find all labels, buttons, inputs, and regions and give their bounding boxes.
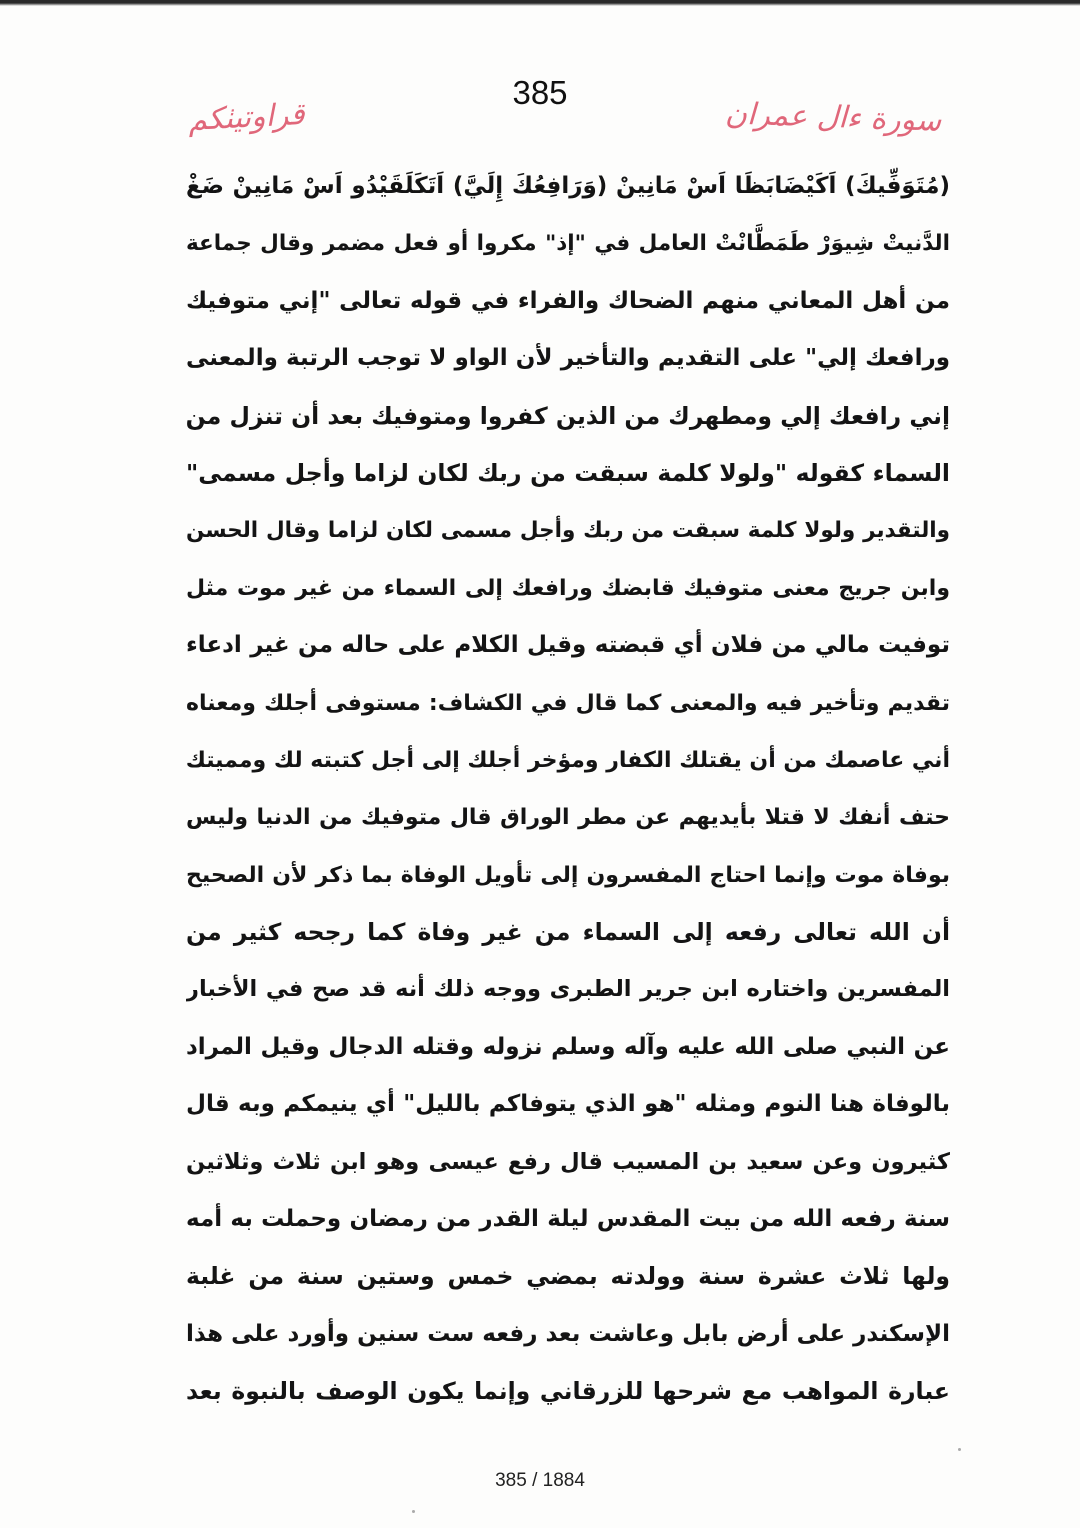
text-line: كثيرون وعن سعيد بن المسيب قال رفع عيسى وهو ابن ثلاث وثلاثين bbox=[186, 1148, 950, 1175]
margin-note-right: سورة ءال عمران bbox=[724, 96, 942, 139]
text-line: سنة رفعه الله من بيت المقدس ليلة القدر من رمضان وحملت به أمه bbox=[186, 1206, 950, 1233]
text-line: ورافعك إلي" على التقديم والتأخير لأن الواو لا توجب الرتبة والمعنى bbox=[186, 345, 950, 372]
page-number: 385 bbox=[512, 74, 568, 111]
text-line: ولها ثلاث عشرة سنة وولدته بمضي خمس وستين سنة من غلبة bbox=[186, 1262, 950, 1291]
page-count: 385 / 1884 bbox=[495, 1470, 585, 1491]
scan-speck bbox=[958, 1448, 961, 1451]
text-line: الدَّنيتْ شِيوَرْ طَمَطَّانْتْ العامل في "إذ" مكروا أو فعل مضمر وقال جماعة bbox=[186, 231, 950, 257]
body-text bbox=[186, 158, 950, 1421]
text-line: عبارة المواهب مع شرحها للزرقاني وإنما يكون الوصف بالنبوة بعد bbox=[186, 1377, 950, 1406]
text-line: والتقدير ولولا كلمة سبقت من ربك وأجل مسمى لكان لزاما وقال الحسن bbox=[186, 518, 950, 544]
scan-speck bbox=[412, 1510, 415, 1513]
text-line: أن الله تعالى رفعه إلى السماء من غير وفاة كما رجحه كثير من bbox=[186, 918, 950, 947]
text-line: (مُتَوَفِّيكَ) اَكَيْضَابَظَا اَسْ مَانِينْ (وَرَافِعُكَ إِلَيَّ) اَتَكَلَقَيْدُو اَسْ مَانِينْ ضَغْ bbox=[186, 173, 950, 199]
text-line: حتف أنفك لا قتلا بأيديهم عن مطر الوراق قال متوفيك من الدنيا وليس bbox=[186, 805, 950, 831]
text-line: المفسرين واختاره ابن جرير الطبرى ووجه ذلك أنه قد صح في الأخبار bbox=[186, 976, 950, 1003]
margin-note-left: قراوتيٺكم bbox=[187, 96, 306, 139]
text-line: إني رافعك إلي ومطهرك من الذين كفروا ومتوفيك بعد أن تنزل من bbox=[186, 401, 950, 430]
text-line: الإسكندر على أرض بابل وعاشت بعد رفعه ست سنين وأورد على هذا bbox=[186, 1320, 950, 1347]
text-line: بوفاة موت وإنما احتاج المفسرون إلى تأويل الوفاة بما ذكر لأن الصحيح bbox=[186, 862, 950, 888]
text-line: السماء كقوله "ولولا كلمة سبقت من ربك لكان لزاما وأجل مسمى" bbox=[186, 458, 950, 487]
text-line: عن النبي صلى الله عليه وآله وسلم نزوله وقتله الدجال وقيل المراد bbox=[186, 1033, 950, 1060]
scan-top-edge bbox=[0, 0, 1080, 6]
text-line: وابن جريج معنى متوفيك قابضك ورافعك إلى السماء من غير موت مثل bbox=[186, 575, 950, 601]
text-line: أني عاصمك من أن يقتلك الكفار ومؤخر أجلك إلى أجل كتبته لك ومميتك bbox=[186, 747, 950, 773]
text-line: من أهل المعاني منهم الضحاك والفراء في قوله تعالى "إني متوفيك bbox=[186, 287, 950, 314]
text-line: بالوفاة هنا النوم ومثله "هو الذي يتوفاكم بالليل" أي ينيمكم وبه قال bbox=[186, 1091, 950, 1118]
text-line: تقديم وتأخير فيه والمعنى كما قال في الكشاف: مستوفى أجلك ومعناه bbox=[186, 690, 950, 716]
text-line: توفيت مالي من فلان أي قبضته وقيل الكلام على حاله من غير ادعاء bbox=[186, 632, 950, 659]
